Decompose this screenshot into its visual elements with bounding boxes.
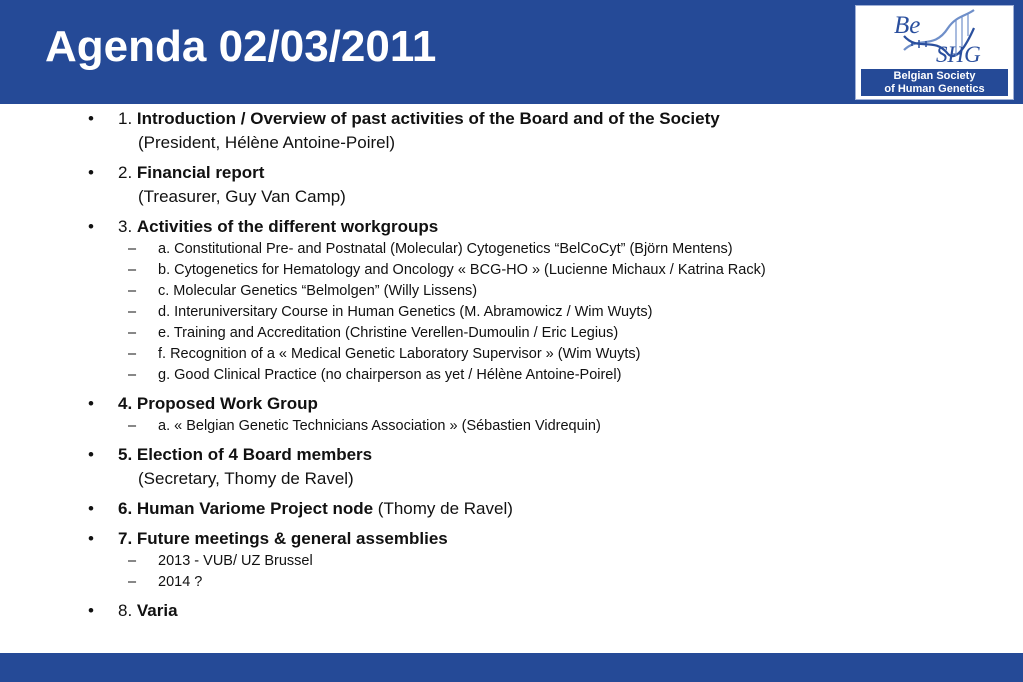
sub-item <box>118 416 1023 437</box>
sub-item-list <box>118 239 1023 386</box>
sub-item-text: g. Good Clinical Practice (no chairperson as yet / Hélène Antoine-Poirel) <box>158 367 622 383</box>
agenda-item-title: Varia <box>136 601 178 620</box>
agenda-item-title: 5. Election of 4 Board members <box>118 445 373 464</box>
agenda-item-number: 8. <box>118 601 137 620</box>
agenda-item <box>0 392 1023 437</box>
agenda-item-heading <box>118 497 1023 521</box>
sub-item-text: a. « Belgian Genetic Technicians Association » (Sébastien Vidrequin) <box>158 418 601 434</box>
logo-banner-line1: Belgian Society <box>893 70 976 82</box>
logo-banner-line2: of Human Genetics <box>884 83 985 95</box>
slide-title: Agenda 02/03/2011 <box>45 22 437 71</box>
sub-item <box>118 551 1023 572</box>
agenda-item-number: 2. <box>118 163 137 182</box>
agenda-item-heading <box>118 161 1023 185</box>
dna-helix-icon <box>856 6 1013 69</box>
agenda-item-title: 7. Future meetings & general assemblies <box>118 529 448 548</box>
logo-letters-top: Be <box>894 12 921 39</box>
logo-banner <box>861 69 1008 96</box>
bullet-marker: • <box>88 499 94 518</box>
sub-item-text: b. Cytogenetics for Hematology and Oncology « BCG-HO » (Lucienne Michaux / Katrina Rack) <box>158 262 766 278</box>
sub-item-list <box>118 551 1023 593</box>
agenda-item-number: 1. <box>118 109 137 128</box>
bullet-marker: • <box>88 394 94 413</box>
header-bar <box>0 0 1023 104</box>
sub-item <box>118 344 1023 365</box>
agenda-item-heading <box>118 215 1023 239</box>
agenda-item-number: 3. <box>118 217 137 236</box>
agenda-item-detail: (President, Hélène Antoine-Poirel) <box>138 133 396 152</box>
agenda-item-heading <box>118 599 1023 623</box>
footer-bar <box>0 653 1023 682</box>
logo-letters-bottom: SHG <box>936 42 981 67</box>
agenda-item-heading <box>118 443 1023 467</box>
agenda-list <box>0 104 1023 623</box>
dash-marker: – <box>128 367 137 383</box>
agenda-item-title: Activities of the different workgroups <box>136 217 439 236</box>
agenda-item <box>0 599 1023 623</box>
besgh-logo <box>855 5 1014 100</box>
sub-item <box>118 260 1023 281</box>
agenda-item-title: 6. Human Variome Project node <box>118 499 374 518</box>
agenda-item-heading <box>118 392 1023 416</box>
agenda-item-suffix: (Thomy de Ravel) <box>373 499 513 518</box>
sub-item-text: e. Training and Accreditation (Christine Verellen-Dumoulin / Eric Legius) <box>158 325 619 341</box>
agenda-item-detail: (Secretary, Thomy de Ravel) <box>138 469 354 488</box>
dash-marker: – <box>128 346 137 362</box>
agenda-item-heading <box>118 527 1023 551</box>
sub-item-text: a. Constitutional Pre- and Postnatal (Molecular) Cytogenetics “BelCoCyt” (Björn Mentens) <box>158 241 733 257</box>
dash-marker: – <box>128 325 137 341</box>
dash-marker: – <box>128 553 137 569</box>
dash-marker: – <box>128 262 137 278</box>
agenda-item-title: Financial report <box>136 163 265 182</box>
agenda-item <box>0 527 1023 593</box>
sub-item-text: f. Recognition of a « Medical Genetic Laboratory Supervisor » (Wim Wuyts) <box>158 346 641 362</box>
agenda-item <box>0 107 1023 155</box>
bullet-marker: • <box>88 109 94 128</box>
bullet-marker: • <box>88 217 94 236</box>
dash-marker: – <box>128 574 137 590</box>
bullet-marker: • <box>88 529 94 548</box>
sub-item-text: c. Molecular Genetics “Belmolgen” (Willy Lissens) <box>158 283 478 299</box>
sub-item-text: d. Interuniversitary Course in Human Genetics (M. Abramowicz / Wim Wuyts) <box>158 304 653 320</box>
dash-marker: – <box>128 283 137 299</box>
dash-marker: – <box>128 304 137 320</box>
sub-item-text: 2014 ? <box>158 574 203 590</box>
sub-item <box>118 572 1023 593</box>
agenda-item <box>0 161 1023 209</box>
sub-item-list <box>118 416 1023 437</box>
agenda-item-title: 4. Proposed Work Group <box>118 394 318 413</box>
agenda-item <box>0 497 1023 521</box>
agenda-item <box>0 215 1023 386</box>
sub-item-text: 2013 - VUB/ UZ Brussel <box>158 553 313 569</box>
agenda-item-detail: (Treasurer, Guy Van Camp) <box>138 187 346 206</box>
agenda-item-heading <box>118 107 1023 131</box>
bullet-marker: • <box>88 163 94 182</box>
sub-item <box>118 281 1023 302</box>
agenda-item-title: Introduction / Overview of past activities of the Board and of the Society <box>136 109 720 128</box>
dash-marker: – <box>128 241 137 257</box>
bullet-marker: • <box>88 445 94 464</box>
sub-item <box>118 239 1023 260</box>
bullet-marker: • <box>88 601 94 620</box>
dash-marker: – <box>128 418 137 434</box>
agenda-item <box>0 443 1023 491</box>
sub-item <box>118 302 1023 323</box>
sub-item <box>118 365 1023 386</box>
sub-item <box>118 323 1023 344</box>
